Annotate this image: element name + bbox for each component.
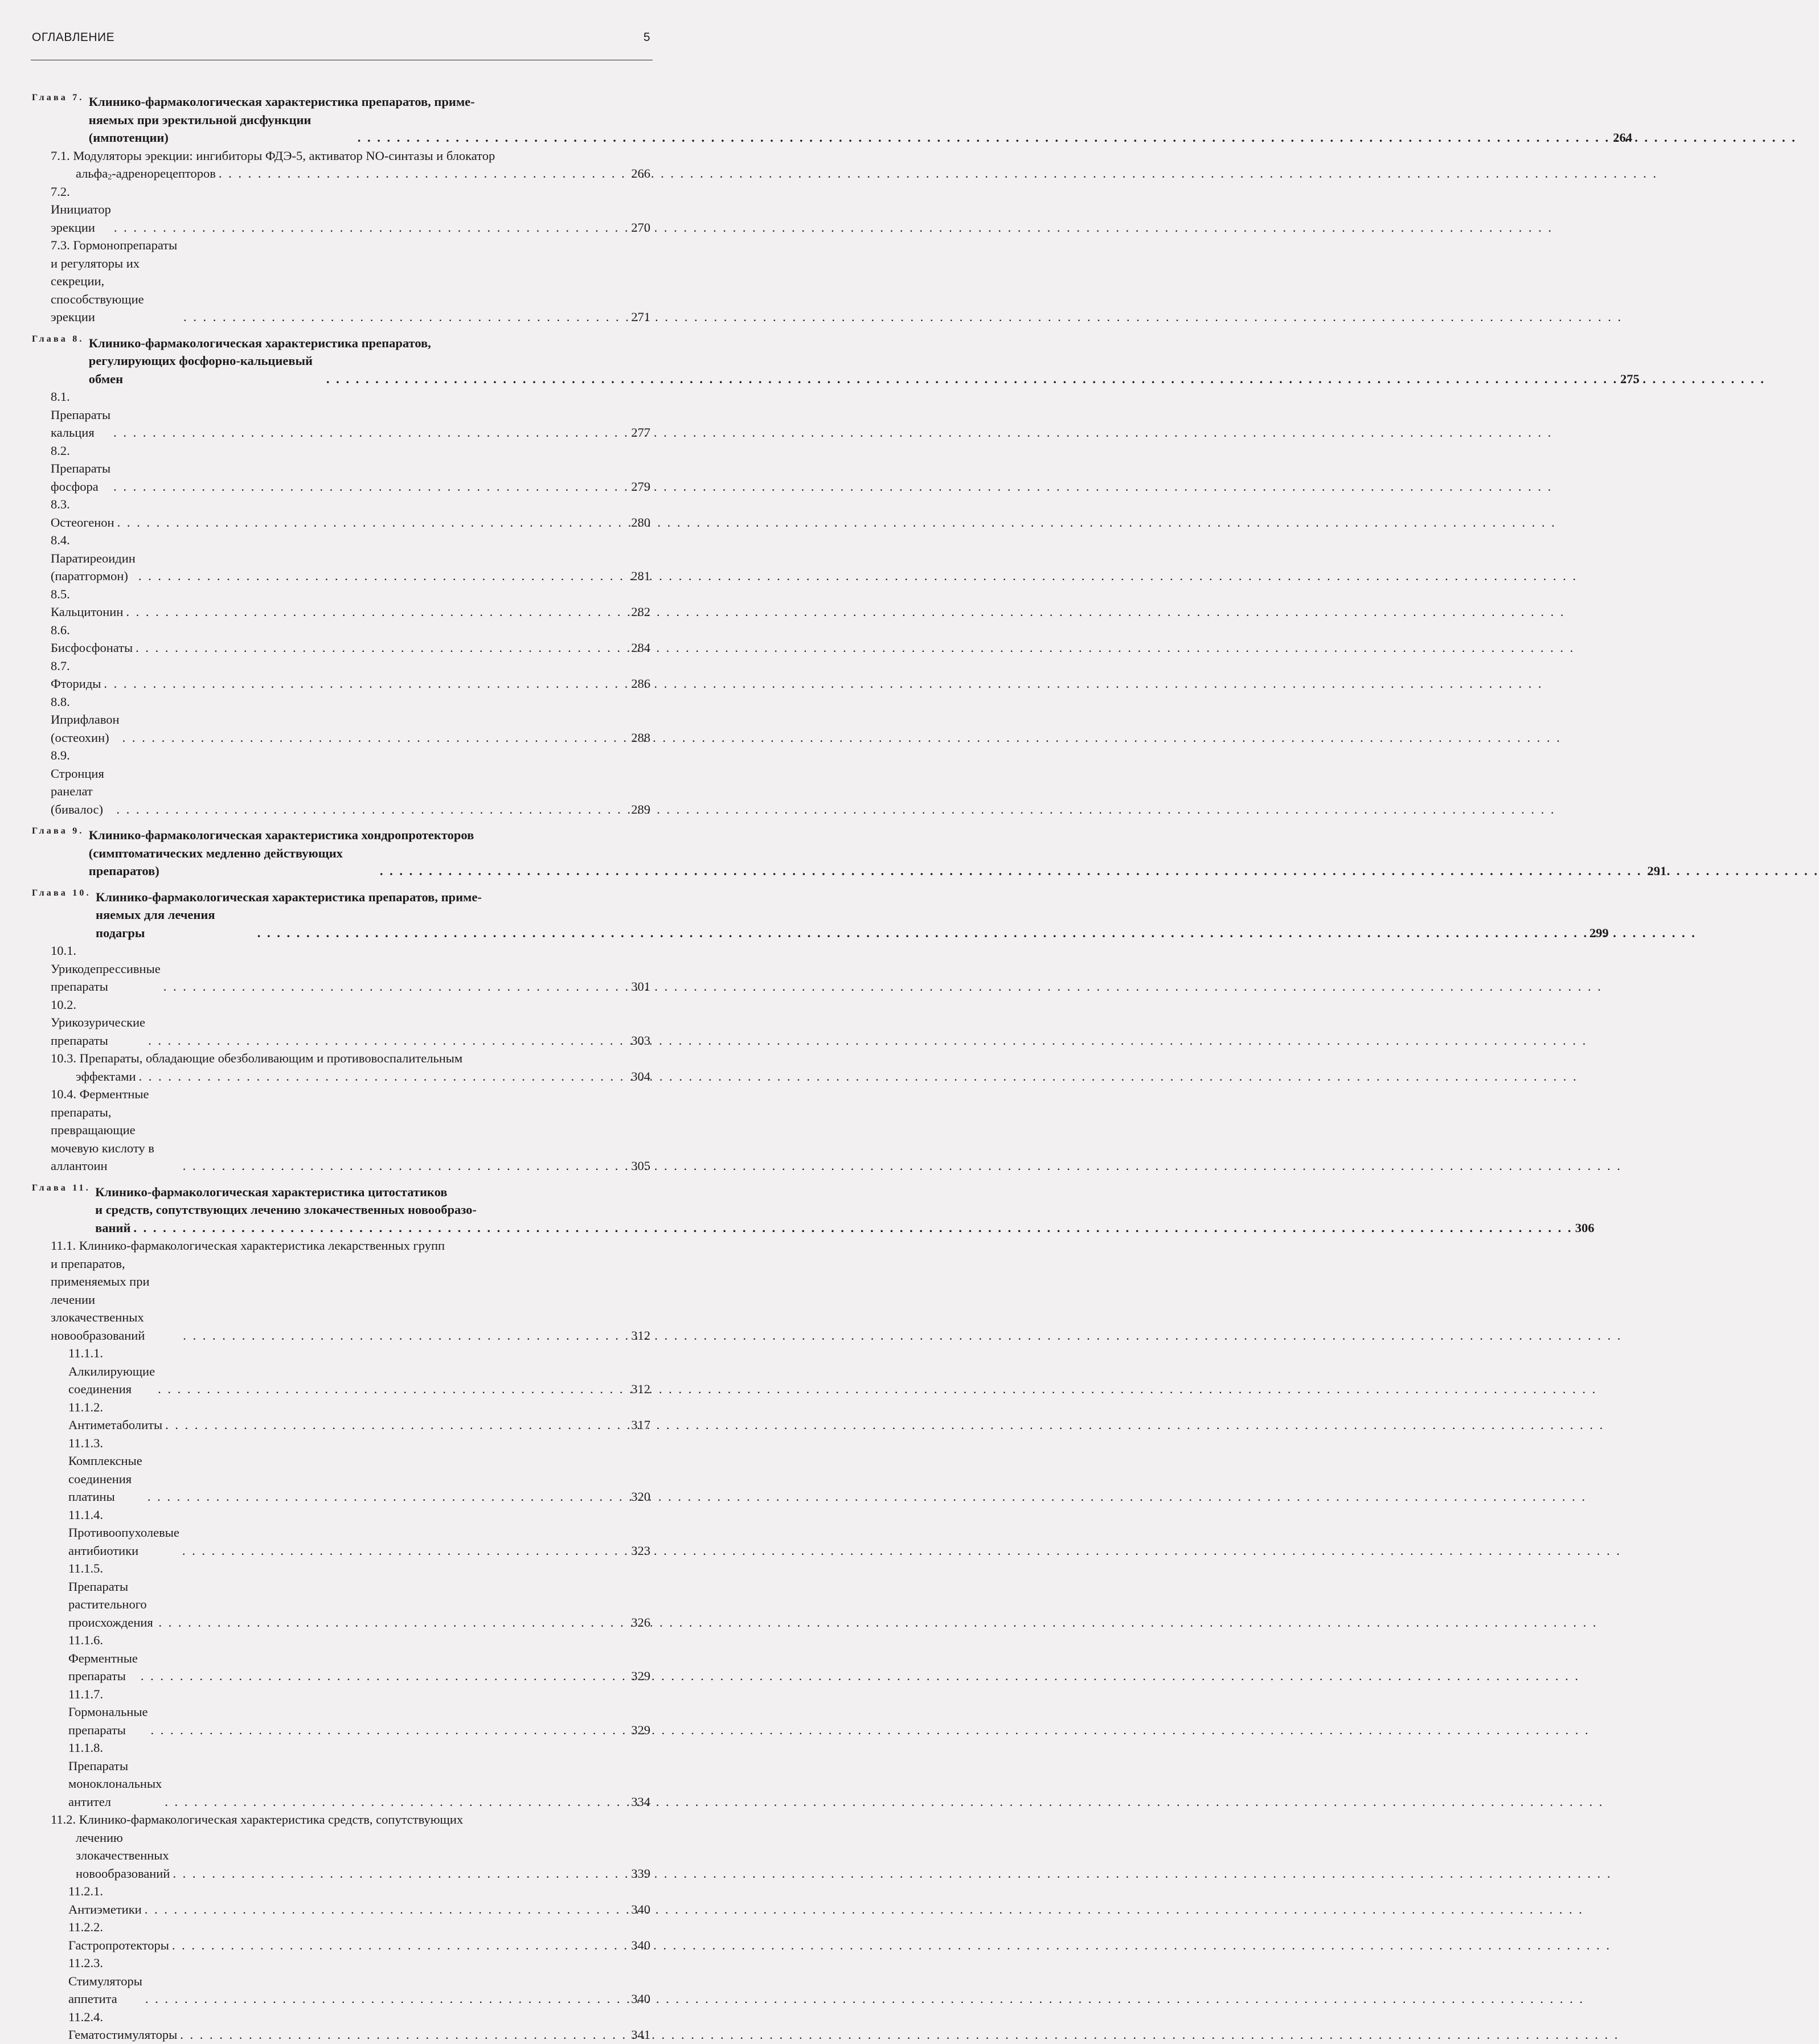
entry-text: 11.1.1. Алкилирующие соединения bbox=[68, 1346, 155, 1396]
entry-text: (симптоматических медленно действующих препаратов) bbox=[88, 845, 343, 878]
leader-dots bbox=[114, 219, 629, 237]
entry-page: 312 bbox=[631, 1328, 650, 1343]
toc-entry-line bbox=[51, 183, 650, 237]
entry-page: 264 bbox=[1613, 130, 1632, 145]
toc-item bbox=[32, 531, 650, 585]
subscript: 2 bbox=[108, 173, 112, 182]
entry-text: няемых для лечения подагры bbox=[96, 908, 215, 940]
entry-text: 8.6. Бисфосфонаты bbox=[51, 622, 133, 655]
entry-page: 334 bbox=[631, 1794, 650, 1809]
chapter-prefix: Глава 11. bbox=[32, 1183, 96, 1193]
entry-page: 277 bbox=[631, 425, 650, 440]
toc-entry-line bbox=[68, 1506, 650, 1560]
toc-entry-line bbox=[51, 942, 650, 996]
toc-item bbox=[32, 1085, 650, 1175]
toc-entry-line bbox=[51, 1237, 650, 1255]
entry-text: ваний bbox=[95, 1220, 131, 1235]
chapter-title bbox=[89, 334, 1640, 388]
toc-item bbox=[32, 657, 650, 693]
entry-text: 11.2. Клинико-фармакологическая характеристика средств, сопутствующих bbox=[51, 1812, 464, 1827]
toc-entry-line bbox=[51, 531, 650, 585]
leader-dots bbox=[141, 1667, 629, 1685]
toc-item bbox=[32, 388, 650, 442]
leader-dots bbox=[139, 1068, 629, 1086]
entry-page: 288 bbox=[631, 730, 650, 745]
toc-item bbox=[32, 693, 650, 747]
leader-dots bbox=[358, 129, 1611, 147]
chapter-prefix: Глава 9. bbox=[32, 826, 89, 836]
entry-page: 280 bbox=[631, 515, 650, 530]
toc-item bbox=[32, 996, 650, 1050]
leader-dots bbox=[172, 1936, 629, 1955]
entry-page: 341 bbox=[631, 2027, 650, 2042]
leader-dots bbox=[133, 1219, 1572, 1237]
leader-dots bbox=[136, 639, 629, 657]
entry-text: 10.3. Препараты, обладающие обезболивающим и противовоспалительным bbox=[51, 1051, 463, 1065]
toc-entry-line bbox=[89, 844, 1666, 880]
entry-page: 306 bbox=[1575, 1220, 1595, 1235]
page-number: 5 bbox=[643, 31, 650, 44]
leader-dots bbox=[104, 675, 629, 693]
leader-dots bbox=[165, 1793, 629, 1811]
toc-item bbox=[32, 1918, 650, 1954]
entry-page: 282 bbox=[631, 605, 650, 619]
table-of-contents bbox=[32, 93, 1667, 2044]
toc-entry-line bbox=[96, 906, 1609, 942]
toc-item bbox=[32, 746, 650, 818]
toc-item bbox=[32, 495, 650, 531]
toc-entry-line bbox=[51, 585, 650, 621]
toc-entry-line bbox=[89, 111, 1632, 147]
toc-entry-line bbox=[51, 1085, 650, 1175]
entry-page: 329 bbox=[631, 1669, 650, 1683]
toc-item bbox=[32, 1398, 650, 1434]
toc-item bbox=[32, 147, 650, 183]
toc-entry-line bbox=[51, 657, 650, 693]
chapter-title bbox=[95, 1183, 1594, 1237]
entry-page: 312 bbox=[631, 1382, 650, 1396]
entry-text: 11.1.6. Ферментные препараты bbox=[68, 1633, 138, 1683]
entry-page: 299 bbox=[1589, 925, 1609, 940]
toc-entry-line bbox=[68, 1631, 650, 1685]
leader-dots bbox=[163, 978, 629, 996]
toc-entry-line bbox=[68, 1398, 650, 1434]
toc-entry-line bbox=[68, 1685, 650, 1739]
leader-dots bbox=[138, 567, 629, 585]
toc-entry-line bbox=[51, 996, 650, 1050]
leader-dots bbox=[148, 1032, 629, 1050]
toc-item bbox=[32, 942, 650, 996]
toc-entry-line bbox=[89, 352, 1640, 388]
entry-page: 275 bbox=[1620, 371, 1640, 386]
toc-item bbox=[32, 1434, 650, 1506]
toc-item bbox=[32, 236, 650, 326]
entry-text: 7.2. Инициатор эрекции bbox=[51, 184, 111, 235]
leader-dots bbox=[257, 924, 1587, 942]
toc-entry-line bbox=[51, 495, 650, 531]
leader-dots bbox=[165, 1416, 629, 1434]
entry-text: 11.2.4. Гематостимуляторы bbox=[68, 2009, 178, 2042]
toc-entry-line bbox=[51, 165, 650, 183]
entry-page: 326 bbox=[631, 1615, 650, 1630]
entry-page: 291 bbox=[1647, 864, 1667, 878]
entry-page: 266 bbox=[631, 166, 650, 180]
toc-entry-line bbox=[51, 1811, 650, 1829]
leader-dots bbox=[380, 862, 1645, 880]
entry-page: 340 bbox=[631, 1992, 650, 2006]
entry-page: 289 bbox=[631, 802, 650, 816]
toc-entry-line bbox=[95, 1219, 1594, 1237]
toc-entry-line bbox=[51, 1829, 650, 1883]
leader-dots bbox=[183, 1157, 629, 1175]
entry-text: регулирующих фосфорно-кальциевый обмен bbox=[88, 354, 313, 386]
entry-page: 286 bbox=[631, 676, 650, 691]
entry-page: 320 bbox=[631, 1489, 650, 1504]
entry-text: 11.1.2. Антиметаболиты bbox=[68, 1399, 163, 1432]
entry-text: 10.1. Урикодепрессивные препараты bbox=[51, 943, 161, 994]
entry-page: 271 bbox=[631, 310, 650, 324]
leader-dots bbox=[145, 1990, 629, 2008]
chapter-block bbox=[32, 888, 1609, 1175]
entry-text: 7.1. Модуляторы эрекции: ингибиторы ФДЭ-5, активатор NO-синтазы и блокатор bbox=[51, 148, 495, 163]
chapter-block bbox=[32, 1183, 1595, 2044]
toc-entry-line bbox=[51, 1068, 650, 1086]
chapter-heading bbox=[32, 826, 1667, 880]
entry-text: 11.1.5. Препараты растительного происхождения bbox=[68, 1561, 153, 1630]
toc-item bbox=[32, 585, 650, 621]
entry-text: эффектами bbox=[76, 1069, 136, 1083]
toc-item bbox=[32, 1631, 650, 1685]
toc-item bbox=[32, 1882, 650, 1918]
toc-item bbox=[32, 1344, 650, 1398]
entry-text: 8.4. Паратиреоидин (паратгормон) bbox=[51, 533, 136, 583]
toc-item bbox=[32, 1559, 650, 1631]
entry-page: 303 bbox=[631, 1033, 650, 1048]
toc-entry-line bbox=[68, 1918, 650, 1954]
entry-page: 284 bbox=[631, 641, 650, 655]
entry-page: 301 bbox=[631, 979, 650, 994]
toc-entry-line bbox=[95, 1183, 1594, 1201]
toc-entry-line bbox=[51, 388, 650, 442]
entry-page: 339 bbox=[631, 1866, 650, 1881]
entry-text: Клинико-фармакологическая характеристика хондропротекторов bbox=[88, 828, 474, 842]
entry-text: 11.2.1. Антиэметики bbox=[68, 1884, 142, 1916]
entry-text: и препаратов, применяемых при лечении злокачественных новообразований bbox=[51, 1256, 150, 1343]
toc-entry-line bbox=[89, 334, 1640, 352]
entry-page: 340 bbox=[631, 1938, 650, 1952]
entry-text: 8.2. Препараты фосфора bbox=[51, 443, 111, 494]
toc-entry-line bbox=[51, 147, 650, 165]
toc-entry-line bbox=[51, 442, 650, 496]
chapter-prefix: Глава 7. bbox=[32, 93, 89, 102]
entry-text: 8.3. Остеогенон bbox=[51, 497, 114, 530]
leader-dots bbox=[219, 165, 629, 183]
leader-dots bbox=[158, 1614, 629, 1632]
leader-dots bbox=[180, 2026, 629, 2044]
chapter-heading bbox=[32, 888, 1609, 942]
entry-text: 10.2. Урикозурические препараты bbox=[51, 997, 146, 1048]
chapter-title bbox=[89, 93, 1632, 147]
entry-text: 11.1.8. Препараты моноклональных антител bbox=[68, 1741, 162, 1809]
entry-page: 317 bbox=[631, 1418, 650, 1432]
running-head-title: ОГЛАВЛЕНИЕ bbox=[32, 31, 115, 44]
toc-item bbox=[32, 1685, 650, 1739]
toc-item bbox=[32, 442, 650, 496]
toc-entry-line bbox=[95, 1201, 1594, 1219]
entry-page: 305 bbox=[631, 1159, 650, 1173]
toc-item bbox=[32, 1811, 650, 1882]
chapter-block bbox=[32, 826, 1667, 880]
entry-text: 8.5. Кальцитонин bbox=[51, 586, 124, 619]
toc-entry-line bbox=[68, 1739, 650, 1811]
leader-dots bbox=[113, 424, 629, 442]
toc-entry-line bbox=[51, 1255, 650, 1345]
toc-entry-line bbox=[68, 1434, 650, 1506]
leader-dots bbox=[126, 603, 629, 621]
toc-item bbox=[32, 2008, 650, 2044]
entry-page: 323 bbox=[631, 1543, 650, 1558]
entry-page: 340 bbox=[631, 1902, 650, 1916]
leader-dots bbox=[116, 801, 629, 819]
chapter-heading bbox=[32, 1183, 1595, 1237]
toc-entry-line bbox=[51, 746, 650, 818]
entry-text: Клинико-фармакологическая характеристика препаратов, bbox=[88, 335, 431, 350]
toc-entry-line bbox=[68, 2008, 650, 2044]
toc-entry-line bbox=[51, 621, 650, 657]
toc-entry-line bbox=[96, 888, 1609, 906]
entry-text: Клинико-фармакологическая характеристика препаратов, приме- bbox=[88, 95, 475, 109]
toc-entry-line bbox=[89, 826, 1666, 844]
toc-item bbox=[32, 621, 650, 657]
toc-entry-line bbox=[51, 693, 650, 747]
toc-entry-line bbox=[51, 236, 650, 326]
chapter-heading bbox=[32, 334, 1640, 388]
leader-dots bbox=[326, 370, 1618, 388]
entry-text: 11.1. Клинико-фармакологическая характеристика лекарственных групп bbox=[51, 1238, 445, 1253]
toc-entry-line bbox=[68, 1559, 650, 1631]
toc-item bbox=[32, 1954, 650, 2008]
toc-item bbox=[32, 1237, 650, 1344]
entry-text: 11.1.7. Гормональные препараты bbox=[68, 1686, 148, 1737]
entry-text: Клинико-фармакологическая характеристика препаратов, приме- bbox=[96, 889, 482, 904]
leader-dots bbox=[183, 308, 629, 326]
leader-dots bbox=[117, 514, 629, 532]
entry-text: 11.2.3. Стимуляторы аппетита bbox=[68, 1956, 142, 2006]
entry-text: 8.1. Препараты кальция bbox=[51, 389, 111, 440]
leader-dots bbox=[158, 1380, 629, 1398]
chapter-heading bbox=[32, 93, 1632, 147]
entry-text: 11.1.3. Комплексные соединения платины bbox=[68, 1435, 142, 1504]
chapter-title bbox=[89, 826, 1666, 880]
toc-item bbox=[32, 1739, 650, 1811]
entry-text: 11.1.4. Противоопухолевые антибиотики bbox=[68, 1507, 179, 1558]
toc-entry-line bbox=[51, 1049, 650, 1068]
entry-text: 8.8. Иприфлавон (остеохин) bbox=[51, 694, 120, 745]
leader-dots bbox=[122, 729, 629, 747]
entry-page: 279 bbox=[631, 479, 650, 494]
leader-dots bbox=[145, 1901, 629, 1919]
entry-page: 329 bbox=[631, 1722, 650, 1737]
entry-page: 304 bbox=[631, 1069, 650, 1083]
chapter-title bbox=[96, 888, 1609, 942]
running-head bbox=[32, 31, 650, 44]
toc-item bbox=[32, 183, 650, 237]
toc-item bbox=[32, 1049, 650, 1085]
chapter-block bbox=[32, 334, 1640, 819]
entry-text: 11.2.2. Гастропротекторы bbox=[68, 1920, 169, 1952]
entry-text: 8.7. Фториды bbox=[51, 658, 101, 691]
chapter-block bbox=[32, 93, 1632, 326]
entry-page: 270 bbox=[631, 220, 650, 235]
entry-text: лечению злокачественных новообразований bbox=[76, 1830, 170, 1881]
toc-entry-line bbox=[89, 93, 1632, 111]
entry-text: альфа$_2$-адренорецепторов bbox=[76, 166, 216, 182]
chapter-prefix: Глава 10. bbox=[32, 888, 96, 898]
toc-entry-line bbox=[68, 1882, 650, 1918]
toc-entry-line bbox=[68, 1344, 650, 1398]
entry-text: Клинико-фармакологическая характеристика цитостатиков bbox=[95, 1184, 448, 1199]
leader-dots bbox=[183, 1327, 629, 1345]
entry-text: няемых при эректильной дисфункции (импотенции) bbox=[88, 112, 312, 145]
entry-text: и средств, сопутствующих лечению злокачественных новообразо- bbox=[95, 1202, 477, 1217]
toc-item bbox=[32, 1506, 650, 1560]
leader-dots bbox=[113, 478, 629, 496]
leader-dots bbox=[151, 1721, 629, 1739]
entry-page: 281 bbox=[631, 569, 650, 583]
entry-text: 8.9. Стронция ранелат (бивалос) bbox=[51, 748, 104, 816]
leader-dots bbox=[148, 1488, 629, 1506]
chapter-prefix: Глава 8. bbox=[32, 334, 89, 344]
leader-dots bbox=[173, 1865, 629, 1883]
toc-entry-line bbox=[68, 1954, 650, 2008]
entry-text: 7.3. Гормонопрепараты и регуляторы их секреции, способствующие эрекции bbox=[51, 238, 178, 324]
leader-dots bbox=[182, 1542, 629, 1560]
entry-text: 10.4. Ферментные препараты, превращающие мочевую кислоту в аллантоин bbox=[51, 1087, 154, 1173]
